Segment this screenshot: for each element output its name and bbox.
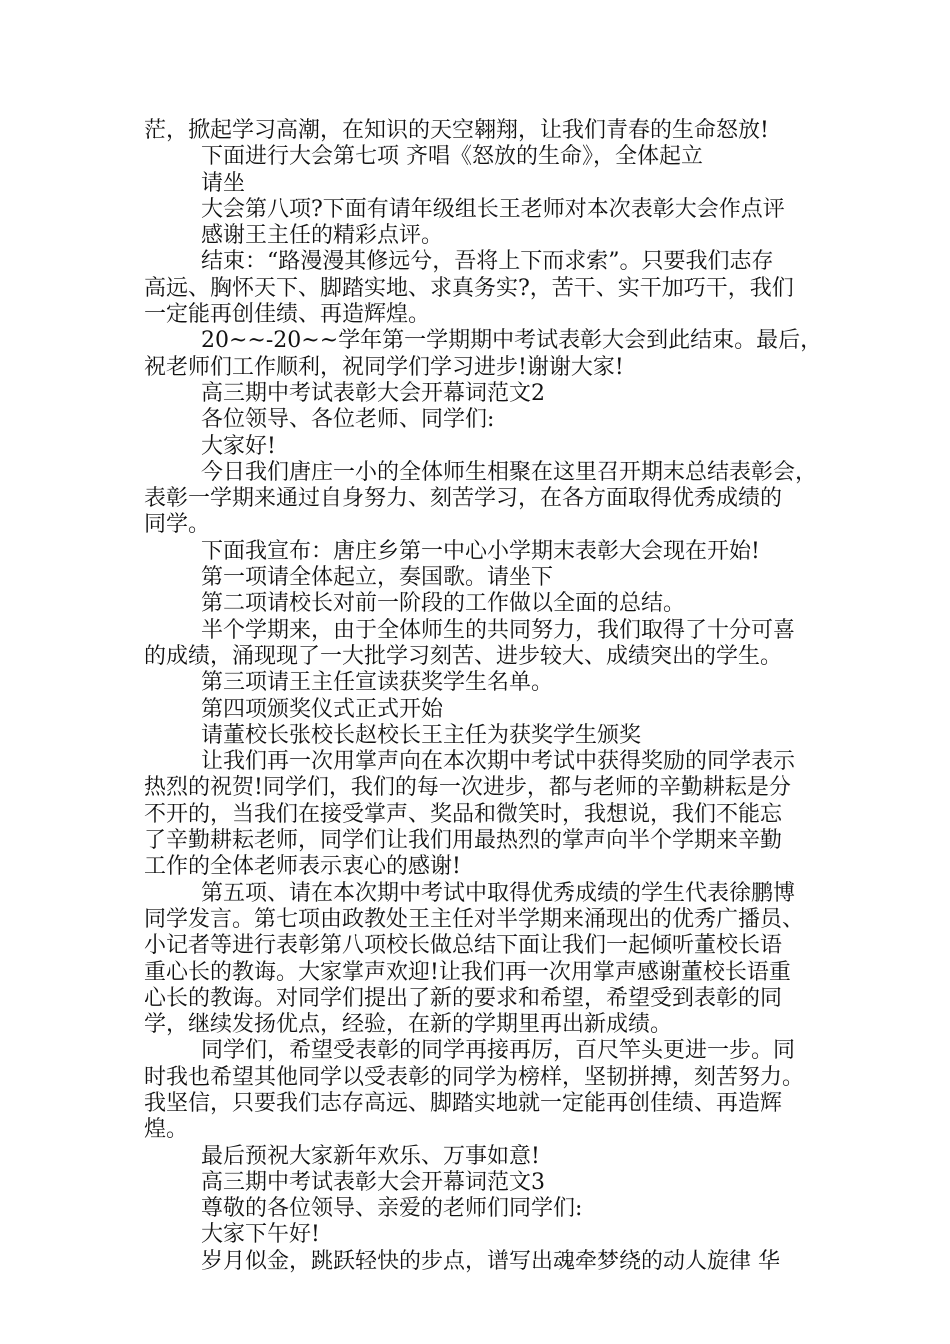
text-line: 第五项、请在本次期中考试中取得优秀成绩的学生代表徐鹏博 — [201, 880, 796, 906]
text-line: 煌。 — [144, 1117, 189, 1143]
text-line: 表彰一学期来通过自身努力、刻苦学习，在各方面取得优秀成绩的 — [144, 486, 783, 512]
text-line: 同学们，希望受表彰的同学再接再厉，百尺竿头更进一步。同 — [201, 1038, 796, 1064]
text-line: 岁月似金，跳跃轻快的步点，谱写出魂牵梦绕的动人旋律 华 — [201, 1248, 780, 1274]
text-line: 一定能再创佳绩、再造辉煌。 — [144, 302, 431, 328]
text-line: 重心长的教诲。大家掌声欢迎!让我们再一次用掌声感谢董校长语重 — [144, 959, 791, 985]
text-line: 第二项请校长对前一阶段的工作做以全面的总结。 — [201, 591, 686, 617]
text-line: 请董校长张校长赵校长王主任为获奖学生颁奖 — [201, 722, 642, 748]
text-line: 20~~-20~~学年第一学期期中考试表彰大会到此结束。最后， — [201, 328, 823, 354]
text-line: 高三期中考试表彰大会开幕词范文2 — [201, 380, 545, 406]
text-line: 热烈的祝贺!同学们，我们的每一次进步，都与老师的辛勤耕耘是分 — [144, 775, 791, 801]
text-line: 时我也希望其他同学以受表彰的同学为榜样，坚韧拼搏，刻苦努力。 — [144, 1064, 805, 1090]
text-line: 高三期中考试表彰大会开幕词范文3 — [201, 1169, 545, 1195]
text-line: 高远、胸怀天下、脚踏实地、求真务实?，苦干、实干加巧干，我们 — [144, 275, 794, 301]
text-line: 不开的，当我们在接受掌声、奖品和微笑时，我想说，我们不能忘 — [144, 801, 783, 827]
text-line: 工作的全体老师表示衷心的感谢! — [144, 854, 461, 880]
text-line: 最后预祝大家新年欢乐、万事如意! — [201, 1143, 540, 1169]
text-line: 感谢王主任的精彩点评。 — [201, 223, 444, 249]
text-line: 小记者等进行表彰第八项校长做总结下面让我们一起倾听董校长语 — [144, 933, 783, 959]
text-line: 各位领导、各位老师、同学们: — [201, 407, 495, 433]
text-line: 我坚信，只要我们志存高远、脚踏实地就一定能再创佳绩、再造辉 — [144, 1090, 783, 1116]
text-line: 心长的教诲。对同学们提出了新的要求和希望，希望受到表彰的同 — [144, 985, 783, 1011]
text-line: 祝老师们工作顺利，祝同学们学习进步!谢谢大家! — [144, 354, 624, 380]
text-line: 大会第八项?下面有请年级组长王老师对本次表彰大会作点评 — [201, 196, 785, 222]
text-line: 了辛勤耕耘老师，同学们让我们用最热烈的掌声向半个学期来辛勤 — [144, 828, 783, 854]
document-body — [144, 118, 823, 1275]
text-line: 请坐 — [201, 170, 246, 196]
text-line: 第一项请全体起立，奏国歌。请坐下 — [201, 565, 554, 591]
text-line: 茫，掀起学习高潮，在知识的天空翱翔，让我们青春的生命怒放! — [144, 118, 769, 143]
text-line: 同学发言。第七项由政教处王主任对半学期来涌现出的优秀广播员、 — [144, 906, 805, 932]
text-line: 下面进行大会第七项 齐唱《怒放的生命》，全体起立 — [201, 144, 703, 170]
text-line: 的成绩，涌现现了一大批学习刻苦、进步较大、成绩突出的学生。 — [144, 643, 783, 669]
text-line: 尊敬的各位领导、亲爱的老师们同学们: — [201, 1196, 583, 1222]
text-line: 学，继续发扬优点，经验，在新的学期里再出新成绩。 — [144, 1012, 673, 1038]
text-line: 大家好! — [201, 433, 276, 459]
text-line: 第三项请王主任宣读获奖学生名单。 — [201, 670, 554, 696]
text-line: 大家下午好! — [201, 1222, 320, 1248]
text-line: 下面我宣布：唐庄乡第一中心小学期末表彰大会现在开始! — [201, 538, 760, 564]
text-line: 同学。 — [144, 512, 211, 538]
text-line: 今日我们唐庄一小的全体师生相聚在这里召开期末总结表彰会， — [201, 459, 818, 485]
text-line: 结束：“路漫漫其修远兮，吾将上下而求索”。只要我们志存 — [201, 249, 774, 275]
text-line: 半个学期来，由于全体师生的共同努力，我们取得了十分可喜 — [201, 617, 796, 643]
text-line: 让我们再一次用掌声向在本次期中考试中获得奖励的同学表示 — [201, 749, 796, 775]
text-line: 第四项颁奖仪式正式开始 — [201, 696, 444, 722]
